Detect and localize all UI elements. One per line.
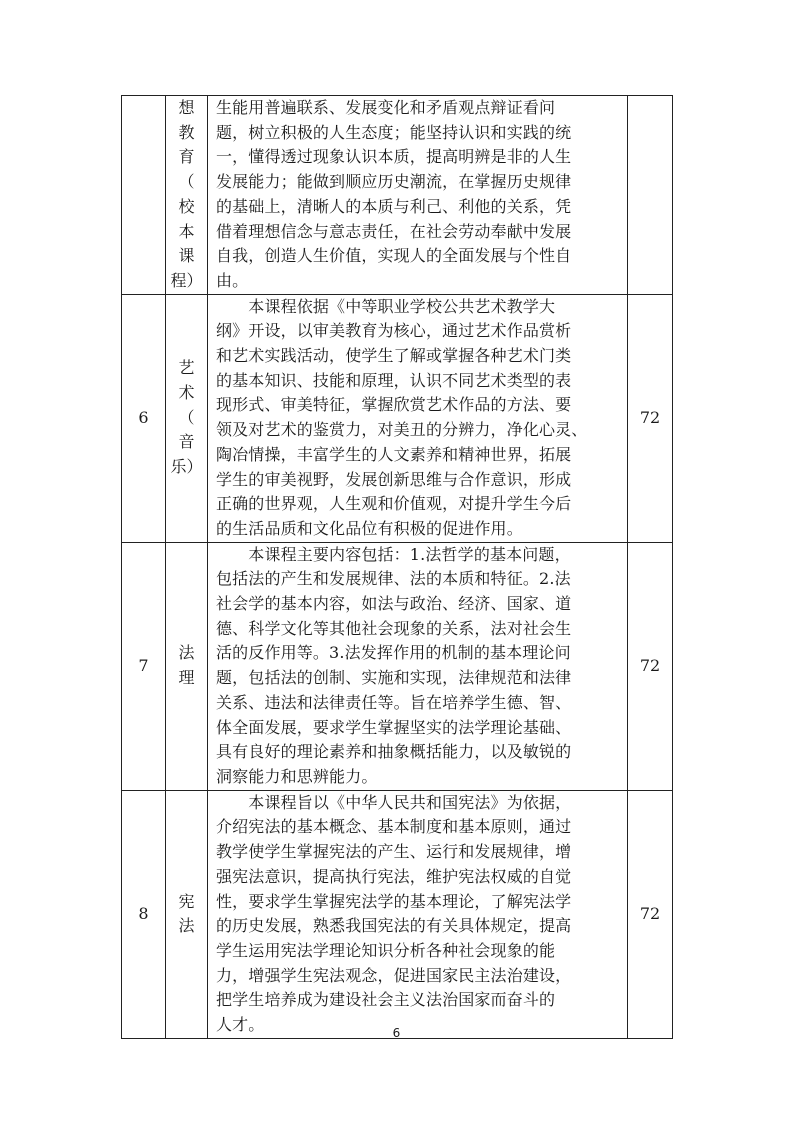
- course-description-cell: [208, 96, 628, 295]
- course-name: [166, 356, 207, 480]
- course-description: 生能用普遍联系、发展变化和矛盾观点辩证看问 题，树立积极的人生态度；能坚持认识和实践的统 一，懂得透过现象认识本质，提高明辨是非的人生 发展能力；能做到顺应历史潮流，在掌握历史规律 的基础上，清晰人的本质与利己、利他的关系，凭 借着理想信念与意志责任，在社会劳动奉献中发展 自我，创造人生价值，实现人的全面发展与个性自 由。: [216, 98, 572, 290]
- course-name-char: 校: [178, 196, 195, 216]
- table-row: [122, 294, 673, 542]
- course-name-char: 程）: [170, 270, 203, 290]
- course-name-char: 术: [178, 383, 195, 403]
- course-description: 本课程旨以《中华人民共和国宪法》为依据， 介绍宪法的基本概念、基本制度和基本原则，通过 教学使学生掌握宪法的产生、运行和发展规律，增 强宪法意识，提高执行宪法，维护宪法权威的自觉 性，要求学生掌握宪法学的基本理论，了解宪法学 的历史发展，熟悉我国宪法的有关具体规定，提高 学生运用宪法学理论知识分析各种社会现象的能 力，增强学生宪法观念，促进国家民主法治建设， 把学生培养成为建设社会主义法治国家而奋斗的 人才。: [216, 792, 572, 1035]
- row-number-cell: 7: [122, 542, 166, 790]
- course-name-char: 本: [178, 221, 195, 241]
- course-name: [166, 890, 207, 939]
- course-name-char: 艺: [178, 358, 195, 378]
- course-name-cell: [166, 294, 208, 542]
- course-name-char: 法: [178, 916, 195, 936]
- course-name-char: 法: [178, 643, 195, 663]
- row-number-cell: 6: [122, 294, 166, 542]
- course-name-char: 育: [178, 147, 195, 167]
- page-number: 6: [392, 1026, 401, 1040]
- course-description: 本课程依据《中等职业学校公共艺术教学大 纲》开设，以审美教育为核心，通过艺术作品赏析 和艺术实践活动，使学生了解或掌握各种艺术门类 的基本知识、技能和原理，认识不同艺术类型的表 现形式、审美特征，掌握欣赏艺术作品的方法、要 领及对艺术的鉴赏力，对美丑的分辨力，净化心灵、 陶冶情操，丰富学生的人文素养和精神世界，拓展 学生的审美视野，发展创新思维与合作意识，形成 正确的世界观，人生观和价值观，对提升学生今后 的生活品质和文化品位有积极的促进作用。: [216, 296, 588, 538]
- row-number-cell: [122, 96, 166, 295]
- course-name: [166, 641, 207, 690]
- course-name-char: 教: [178, 122, 195, 142]
- course-name-char: 宪: [178, 891, 195, 911]
- hours-cell: 72: [628, 542, 673, 790]
- course-table: [121, 95, 673, 1039]
- course-name-char: （: [178, 172, 195, 192]
- course-description: 本课程主要内容包括：1.法哲学的基本问题， 包括法的产生和发展规律、法的本质和特征。2.法 社会学的基本内容，如法与政治、经济、国家、道 德、科学文化等其他社会现象的关系，法对社会生 活的反作用等。3.法发挥作用的机制的基本理论问 题，包括法的创制、实施和实现，法律规范和法律 关系、违法和法律责任等。旨在培养学生德、智、 体全面发展，要求学生掌握坚实的法学理论基础、 具有良好的理论素养和抽象概括能力，以及敏锐的 洞察能力和思辨能力。: [216, 544, 572, 786]
- course-name-cell: [166, 542, 208, 790]
- course-name-cell: [166, 790, 208, 1038]
- hours-cell: 72: [628, 294, 673, 542]
- hours-cell: [628, 96, 673, 295]
- row-number-cell: 8: [122, 790, 166, 1038]
- table-row: [122, 542, 673, 790]
- course-name-char: 音: [178, 432, 195, 452]
- hours-cell: 72: [628, 790, 673, 1038]
- course-description-cell: [208, 542, 628, 790]
- course-name-char: 课: [178, 246, 195, 266]
- course-description-cell: [208, 294, 628, 542]
- course-name-char: 乐）: [170, 457, 203, 477]
- table-row: [122, 96, 673, 295]
- course-description-cell: [208, 790, 628, 1038]
- course-name: [166, 96, 207, 294]
- table-row: [122, 790, 673, 1038]
- course-name-char: 理: [178, 668, 195, 688]
- course-name-cell: [166, 96, 208, 295]
- course-name-char: 想: [178, 98, 195, 117]
- course-name-char: （: [178, 407, 195, 427]
